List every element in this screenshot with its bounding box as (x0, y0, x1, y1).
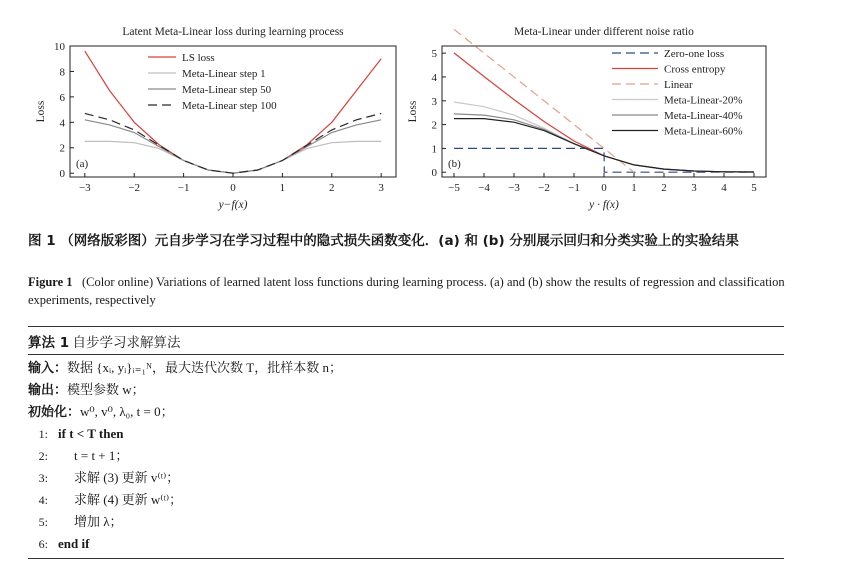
init-label: 初始化： (28, 405, 81, 420)
legend-label-2: Meta-Linear step 1 (182, 68, 266, 80)
x-tick-label: 1 (279, 182, 286, 194)
step-number: 5: (38, 515, 48, 529)
input-text: 数据 {xᵢ, yᵢ}ᵢ₌₁ᴺ，最大迭代次数 T，批样本数 n； (67, 360, 342, 375)
output-label: 输出： (28, 383, 68, 398)
algorithm-step-2 (28, 445, 784, 467)
algorithm-step-5 (28, 511, 784, 533)
x-tick-label: 4 (721, 182, 727, 194)
step-text: 增加 λ； (74, 514, 123, 529)
step-number: 3: (38, 471, 48, 485)
legend-label-3: Meta-Linear step 50 (182, 84, 272, 96)
series-line-2 (85, 141, 381, 173)
algorithm-step-1 (28, 423, 784, 445)
step-text: end if (58, 536, 90, 551)
legend-label-5: Meta-Linear-40% (664, 110, 743, 122)
y-tick-label: 8 (59, 66, 65, 79)
x-tick-label: −3 (508, 182, 520, 194)
chart-title: Latent Meta-Linear loss during learning process (122, 26, 344, 38)
algorithm-box (28, 326, 784, 559)
y-tick-label: 1 (431, 143, 437, 156)
legend-label-3: Linear (664, 79, 693, 91)
series-line-4 (85, 113, 381, 173)
legend-label-1: Zero-one loss (664, 48, 725, 60)
legend-label-2: Cross entropy (664, 63, 726, 76)
x-tick-label: 3 (378, 182, 384, 194)
algorithm-step-4 (28, 489, 784, 511)
panel-tag: (a) (76, 158, 89, 170)
input-label: 输入： (28, 361, 68, 376)
panel-tag: (b) (448, 158, 461, 170)
caption-figure-label: Figure 1 (28, 275, 73, 289)
x-tick-label: −4 (478, 182, 490, 194)
legend-label-4: Meta-Linear-20% (664, 94, 743, 107)
algorithm-steps (28, 423, 784, 555)
step-text: if t < T then (58, 426, 124, 441)
caption-english (28, 273, 828, 309)
legend-label-6: Meta-Linear-60% (664, 125, 743, 138)
step-number: 2: (38, 449, 48, 463)
x-tick-label: −2 (128, 182, 141, 194)
y-tick-label: 0 (59, 168, 65, 181)
legend-label-4: Meta-Linear step 100 (182, 100, 277, 112)
chart-panel-b (407, 26, 766, 211)
y-axis-label: Loss (407, 100, 419, 123)
algorithm-step-6 (28, 533, 784, 555)
x-tick-label: 0 (230, 182, 236, 194)
init-text: w⁰, v⁰, λ₀, t = 0； (80, 404, 174, 419)
algorithm-label: 算法 1 (28, 335, 70, 351)
output-text: 模型参数 w； (67, 382, 145, 397)
figure-1 (0, 0, 864, 225)
y-tick-label: 3 (431, 95, 437, 108)
x-axis-label: y−f(x) (218, 199, 248, 211)
step-number: 4: (38, 493, 48, 507)
y-tick-label: 10 (54, 41, 65, 53)
chart-panel-a (35, 26, 396, 211)
series-line-3 (454, 29, 634, 172)
x-tick-label: 3 (691, 182, 697, 194)
x-tick-label: −5 (448, 182, 460, 194)
x-tick-label: 0 (601, 182, 607, 194)
x-axis-label: y · f(x) (589, 199, 619, 211)
step-number: 6: (38, 537, 48, 551)
algorithm-name: 自步学习求解算法 (72, 335, 181, 350)
x-tick-label: −3 (78, 182, 91, 194)
algorithm-input-line (28, 357, 784, 379)
x-tick-label: 2 (329, 182, 335, 194)
y-axis-label: Loss (35, 100, 47, 123)
algorithm-output-line (28, 379, 784, 401)
x-tick-label: −1 (177, 182, 190, 194)
algorithm-init-line (28, 401, 784, 423)
step-number: 1: (38, 427, 48, 441)
y-tick-label: 2 (59, 142, 65, 155)
legend-label-1: LS loss (182, 52, 215, 64)
chart-title: Meta-Linear under different noise ratio (514, 26, 694, 38)
y-tick-label: 2 (431, 119, 437, 132)
x-tick-label: 1 (631, 182, 637, 194)
series-line-1 (454, 148, 754, 172)
x-tick-label: 5 (751, 182, 757, 194)
x-tick-label: 2 (661, 182, 667, 194)
x-tick-label: −2 (538, 182, 550, 194)
y-tick-label: 6 (59, 91, 65, 104)
algorithm-title (28, 327, 784, 354)
y-tick-label: 0 (431, 167, 437, 180)
series-line-5 (454, 114, 754, 172)
y-tick-label: 4 (431, 71, 437, 84)
step-text: t = t + 1； (74, 448, 129, 463)
x-tick-label: −1 (568, 182, 580, 194)
algorithm-bottom-rule (28, 558, 784, 559)
y-tick-label: 5 (431, 48, 437, 61)
caption-english-text: (Color online) Variations of learned latent loss functions during learning process. (a) and (b) show the results of regression and classification experiments, respectively (28, 275, 785, 307)
step-text: 求解 (3) 更新 v⁽ᵗ⁾； (74, 470, 180, 485)
algorithm-step-3 (28, 467, 784, 489)
caption-chinese: 图 1 （网络版彩图）元自步学习在学习过程中的隐式损失函数变化．(a) 和 (b) 分别展示回归和分类实验上的实验结果 (28, 233, 739, 249)
y-tick-label: 4 (59, 117, 65, 130)
step-text: 求解 (4) 更新 w⁽ᵗ⁾； (74, 492, 183, 507)
